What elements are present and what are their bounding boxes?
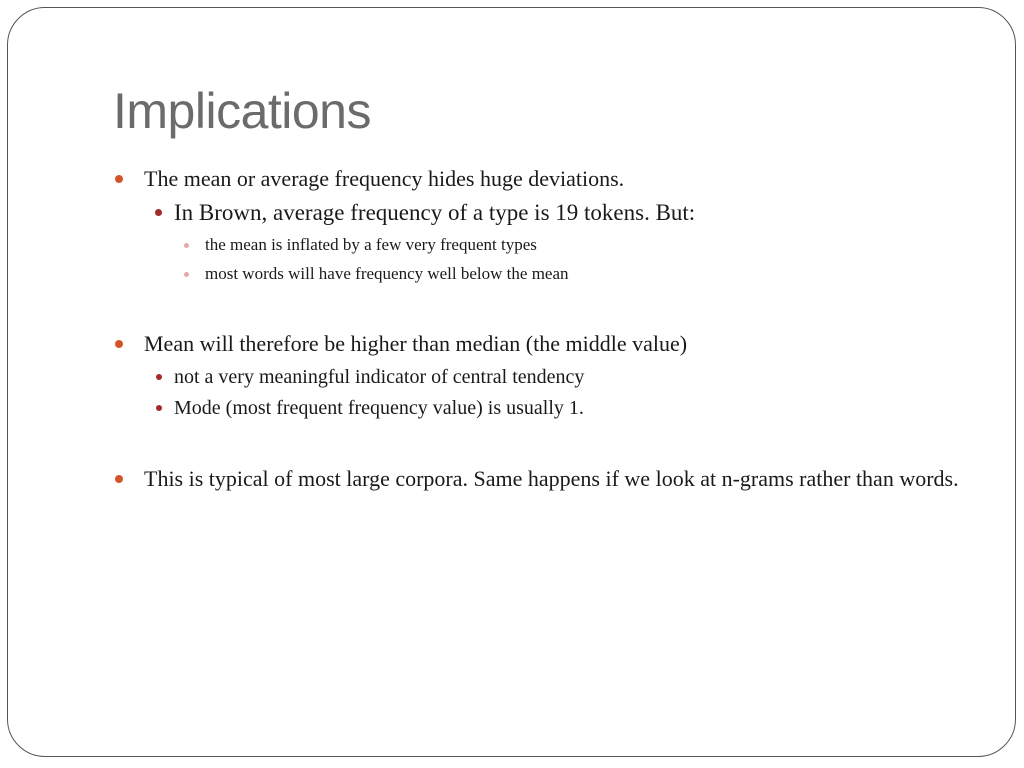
slide-title: Implications — [113, 83, 371, 139]
bullet-level2: In Brown, average frequency of a type is 19 tokens. But: — [174, 200, 696, 225]
bullet-dot-icon — [156, 374, 162, 380]
bullet-level1: The mean or average frequency hides huge deviations. — [144, 166, 625, 191]
bullet-dot-icon — [184, 243, 189, 248]
bullet-dot-icon — [155, 209, 162, 216]
bullet-level3: most words will have frequency well below the mean — [205, 264, 569, 283]
bullet-level1: Mean will therefore be higher than median (the middle value) — [144, 331, 688, 356]
bullet-dot-icon — [115, 475, 123, 483]
bullet-dot-icon — [184, 272, 189, 277]
bullet-level3: the mean is inflated by a few very frequent types — [205, 235, 537, 254]
bullet-dot-icon — [115, 340, 123, 348]
bullet-dot-icon — [115, 175, 123, 183]
bullet-dot-icon — [156, 405, 162, 411]
bullet-level2: Mode (most frequent frequency value) is usually 1. — [174, 397, 584, 419]
bullet-level1: This is typical of most large corpora. Same happens if we look at n-grams rather than words. — [144, 466, 959, 491]
bullet-level2: not a very meaningful indicator of central tendency — [174, 366, 585, 388]
